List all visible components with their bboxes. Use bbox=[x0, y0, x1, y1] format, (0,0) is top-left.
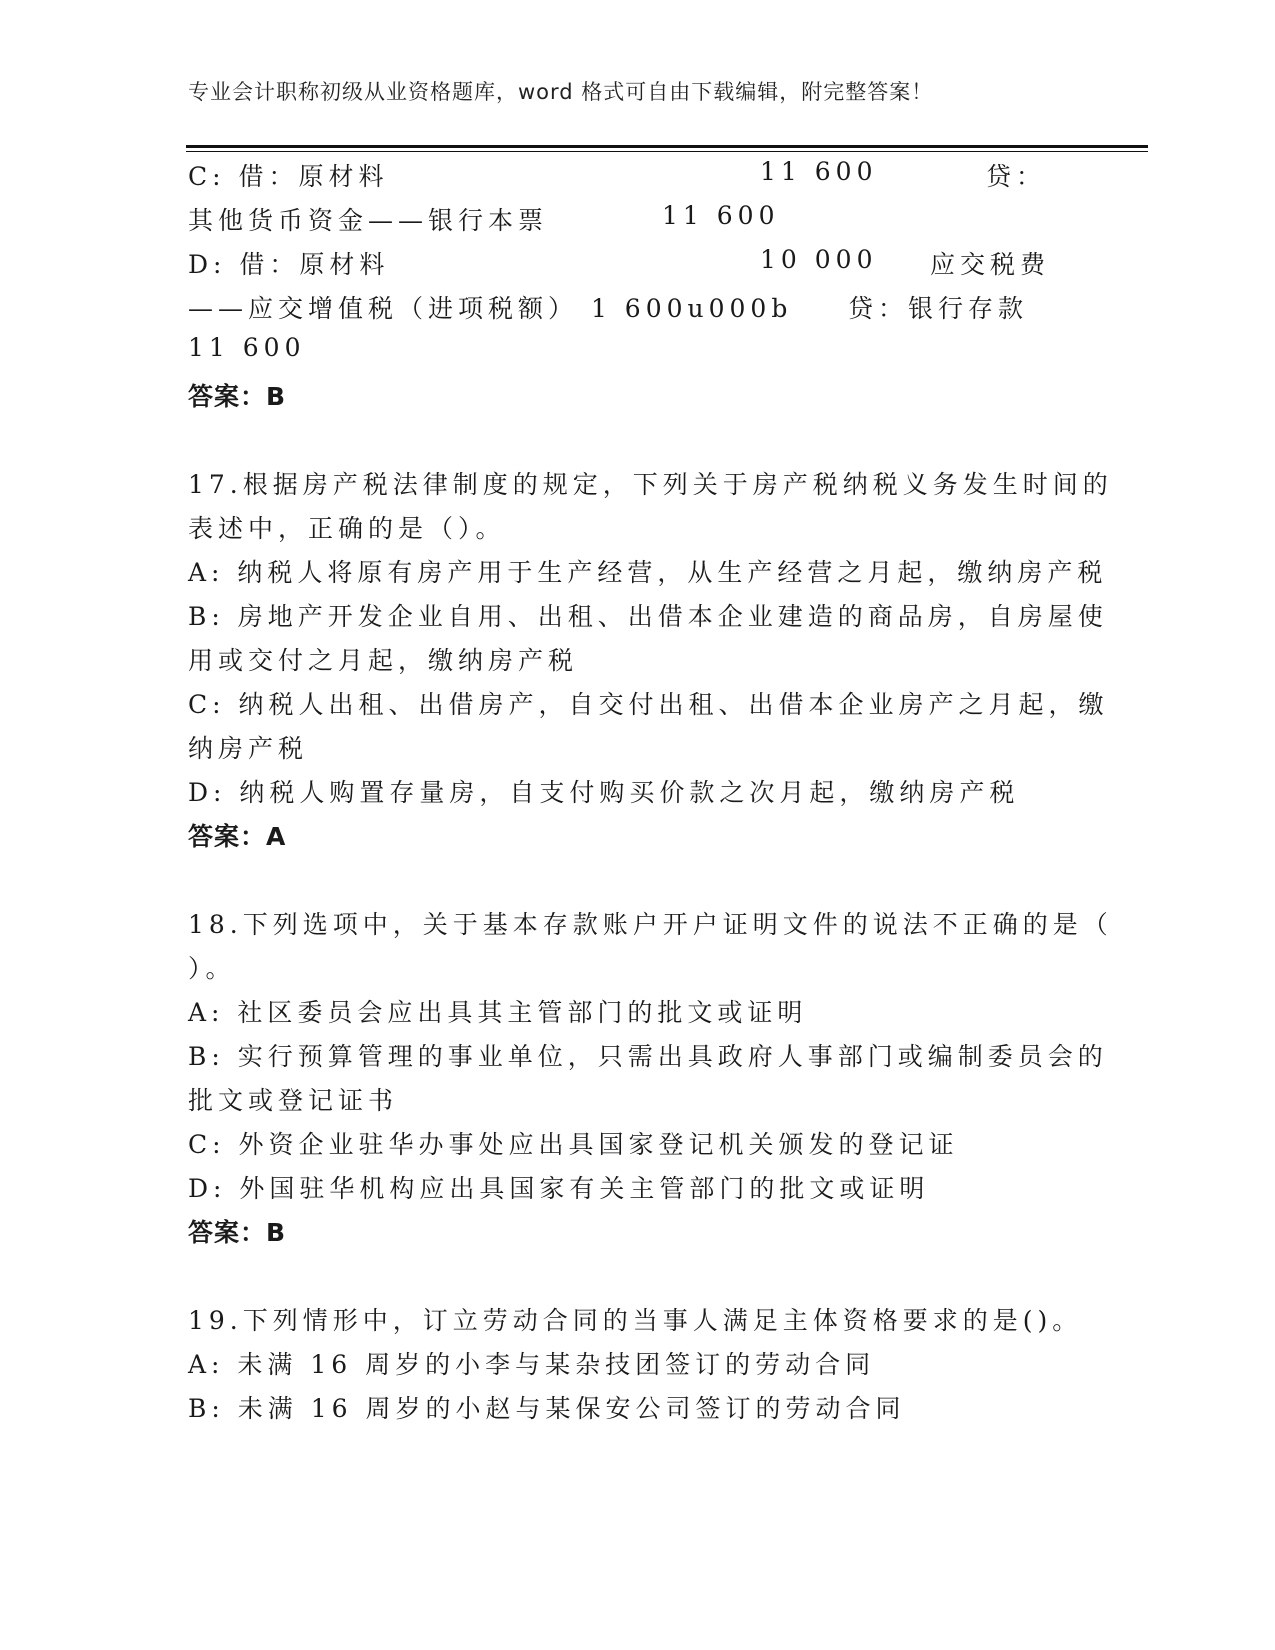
q17-option-b-line1: B: 房地产开发企业自用、出租、出借本企业建造的商品房，自房屋使 bbox=[188, 602, 1108, 631]
q18-stem-line2: ）。 bbox=[188, 954, 236, 983]
q18-option-d: D: 外国驻华机构应出具国家有关主管部门的批文或证明 bbox=[188, 1174, 930, 1203]
q16-option-d-label: D: 借：原材料 bbox=[188, 250, 390, 279]
q19-option-b: B: 未满 16 周岁的小赵与某保安公司签订的劳动合同 bbox=[188, 1394, 906, 1423]
q19-option-a: A: 未满 16 周岁的小李与某杂技团签订的劳动合同 bbox=[188, 1350, 876, 1379]
q18-option-b-line1: B: 实行预算管理的事业单位，只需出具政府人事部门或编制委员会的 bbox=[188, 1042, 1108, 1071]
q17-answer: 答案：A bbox=[188, 822, 287, 851]
q16-option-d-tax: 应交税费 bbox=[930, 250, 1051, 279]
q17-option-b-line2: 用或交付之月起，缴纳房产税 bbox=[188, 646, 579, 675]
q16-option-c-line2-amount: 11 600 bbox=[662, 201, 780, 230]
q17-stem-line1: 17.根据房产税法律制度的规定，下列关于房产税纳税义务发生时间的 bbox=[188, 470, 1113, 499]
q17-option-c-line2: 纳房产税 bbox=[188, 734, 309, 763]
q17-stem-line2: 表述中，正确的是（）。 bbox=[188, 514, 506, 543]
q16-option-c-amount: 11 600 bbox=[760, 157, 878, 186]
header-divider-thin bbox=[186, 151, 1148, 152]
q18-option-a: A: 社区委员会应出具其主管部门的批文或证明 bbox=[188, 998, 808, 1027]
q16-option-d-line3: 11 600 bbox=[188, 333, 306, 362]
page-header: 专业会计职称初级从业资格题库，word 格式可自由下载编辑，附完整答案！ bbox=[188, 80, 934, 104]
q19-stem: 19.下列情形中，订立劳动合同的当事人满足主体资格要求的是()。 bbox=[188, 1306, 1083, 1335]
q16-option-c-label: C: 借：原材料 bbox=[188, 162, 389, 191]
q16-answer: 答案：B bbox=[188, 382, 287, 411]
q16-option-d-amount: 10 000 bbox=[760, 245, 878, 274]
header-divider-thick bbox=[186, 145, 1148, 148]
q18-answer: 答案：B bbox=[188, 1218, 287, 1247]
q18-option-c: C: 外资企业驻华办事处应出具国家登记机关颁发的登记证 bbox=[188, 1130, 959, 1159]
q18-stem-line1: 18.下列选项中，关于基本存款账户开户证明文件的说法不正确的是（ bbox=[188, 910, 1113, 939]
q17-option-d: D: 纳税人购置存量房，自支付购买价款之次月起，缴纳房产税 bbox=[188, 778, 1020, 807]
q16-option-c-credit: 贷： bbox=[986, 162, 1047, 191]
q17-option-a: A: 纳税人将原有房产用于生产经营，从生产经营之月起，缴纳房产税 bbox=[188, 558, 1108, 587]
q18-option-b-line2: 批文或登记证书 bbox=[188, 1086, 399, 1115]
q16-option-d-line2: ——应交增值税（进项税额） 1 600u000b bbox=[188, 294, 793, 323]
q17-option-c-line1: C: 纳税人出租、出借房产，自交付出租、出借本企业房产之月起，缴 bbox=[188, 690, 1109, 719]
q16-option-d-line2-credit: 贷：银行存款 bbox=[848, 294, 1029, 323]
q16-option-c-line2: 其他货币资金——银行本票 bbox=[188, 206, 549, 235]
